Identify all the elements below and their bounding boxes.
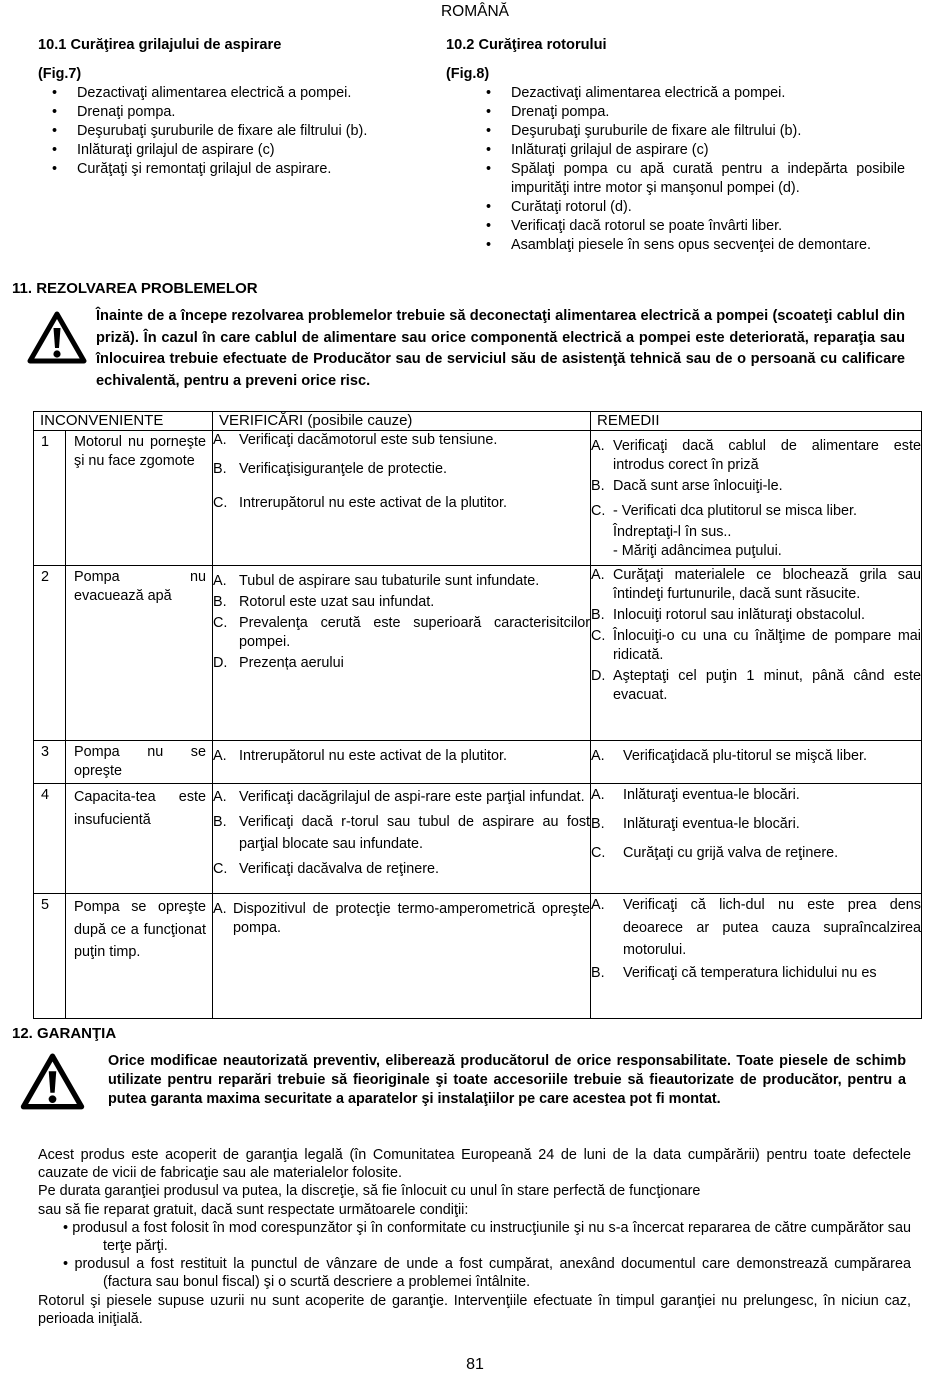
warranty-text [38,1146,911,1328]
remedy-letter: C. [591,503,606,520]
section-10-2-fig: (Fig.8) [446,66,490,82]
list-item: • Asamblaţi piesele în sens opus secvenţei de demontare. [472,236,905,255]
table-row [34,741,922,784]
remedy-letter [591,523,613,542]
checks-cell [213,566,591,741]
row-number: 2 [34,566,66,741]
checks-cell [213,784,591,894]
section-12-warning: Orice modificae neautorizată preventiv, eliberează producătorul de orice responsabilitate. Toate piesele de schimb utilizate pentru reparări trebuie să fieoriginale şi toate accesoriile trebuie să fieautorizate de producător, pentru a putea garanta maxima securitate a aparatelor şi instalaţiilor pe care acestea pot fi montat. [108,1053,906,1107]
remedy-text: Îndreptaţi-l în sus.. [613,524,732,541]
warranty-paragraph: sau să fie reparat gratuit, dacă sunt respectate următoarele condiţii: [38,1201,469,1218]
check-item [213,654,590,673]
check-text: Prezența aerului [239,655,344,672]
check-letter: B. [213,813,227,830]
check-text: Prevalenţa cerută este superioară caracterisitcilor pompei. [239,615,591,651]
problem-cell [66,894,213,1019]
remedy-letter: B. [591,964,605,981]
check-item [213,460,590,479]
section-10-1-title: 10.1 Curăţirea grilajului de aspirare [38,37,282,53]
check-letter: A. [213,748,227,764]
remedy-letter: B. [591,478,605,495]
row-number: 4 [34,784,66,894]
check-letter: D. [213,655,228,672]
remedy-text: Verificaţi dacă cablul de alimentare este introdus corect în priză [613,438,922,474]
remedy-letter: A. [591,438,605,454]
list-item: • Inlăturaţi grilajul de aspirare (c) [472,141,905,160]
list-item: • Drenaţi pompa. [38,103,418,122]
remedy-letter [591,542,613,561]
warranty-paragraph: Pe durata garanţiei produsul va putea, la discreţie, să fie înlocuit cu unul în stare perfectă de funcţionare [38,1183,701,1200]
check-letter: A. [213,901,227,918]
remedy-item [591,437,921,475]
warranty-paragraph: Rotorul şi piesele supuse uzurii nu sunt acoperite de garanţie. Intervenţiile efectuate în timpul garanţiei nu prelungesc, în niciun caz, perioada iniţială. [38,1292,911,1327]
check-text: Verificaţisiguranţele de protectie. [239,461,447,478]
list-item: • Inlăturaţi grilajul de aspirare (c) [38,141,418,160]
page-header: ROMÂNĂ [440,3,510,20]
remedy-item [591,747,921,766]
section-11-warning: Înainte de a începe rezolvarea problemelor trebuie să deconectaţi alimentarea electrică a pompei (scoateţi cablul din priză). În cazul în care cablul de alimentare sau orice componentă electrică a pompei este deteriorată, reparaţia sau înlocuirea trebuie efectuate de Producător sau de serviciul său de asistenţă tehnică sau de o persoană cu calificare echivalentă, pentru a preveni orice risc. [96,308,905,389]
check-item [213,593,590,612]
warranty-condition-2: • produsul a fost restituit la punctul de vânzare de unde a fost cumpărat, anexând documentul care demonstrează cumpărarea (factura sau bonul fiscal) şi o scurtă descriere a problemei întâlnite. [63,1256,911,1291]
check-letter: A. [213,432,227,448]
problem-cell [66,741,213,784]
list-item: • Verificaţi dacă rotorul se poate învârti liber. [472,217,905,236]
check-text: Intrerupătorul nu este activat de la plutitor. [239,748,507,764]
problem-cell [66,566,213,741]
remedy-item [591,523,921,542]
list-item: • Dezactivaţi alimentarea electrică a pompei. [38,84,418,103]
row-number: 1 [34,431,66,566]
check-text: Verificaţi dacă r-torul sau tubul de aspirare au fost parţial blocate sau infundate. [239,813,591,853]
section-10-1-list [38,84,418,179]
remedy-item [591,844,921,863]
troubleshooting-table [33,411,922,1019]
check-text: Intrerupătorul nu este activat de la plutitor. [239,495,507,512]
remedies-cell [591,741,922,784]
check-item [213,900,590,938]
list-item: • Dezactivaţi alimentarea electrică a pompei. [472,84,905,103]
check-text: Rotorul este uzat sau infundat. [239,594,435,611]
remedy-text: Dacă sunt arse înlocuiţi-le. [613,478,783,495]
problem-text: Pompa se opreşte după ce a funcţionat puţin timp. [74,899,207,961]
check-text: Dispozitivul de protecţie termo-amperometrică opreşte pompa. [233,901,591,937]
check-item [213,811,590,856]
remedies-cell [591,784,922,894]
check-letter: A. [213,789,227,806]
checks-cell [213,894,591,1019]
list-item: • Deşurubaţi şuruburile de fixare ale filtrului (b). [38,122,418,141]
remedies-cell [591,431,922,566]
remedy-item [591,667,921,705]
remedy-letter: A. [591,787,605,804]
list-item: • Curăţaţi şi remontaţi grilajul de aspirare. [38,160,418,179]
check-letter: C. [213,615,228,632]
remedy-item [591,566,921,604]
remedy-item [591,815,921,834]
remedy-text: - Verificati dca plutitorul se misca liber. [613,503,857,520]
check-letter: B. [213,594,227,611]
header-remedii: REMEDII [591,412,922,431]
warranty-paragraph: Acest produs este acoperit de garanţia legală (în Comunitatea Europeană 24 de luni de la data cumpărării) pentru toate defectele cauzate de vicii de fabricaţie sau ale materialelor folosite. [38,1147,911,1182]
row-number: 5 [34,894,66,1019]
section-10-2-title: 10.2 Curăţirea rotorului [446,37,607,53]
section-10-1-fig: (Fig.7) [38,66,82,82]
remedy-item [591,962,921,985]
remedy-letter: C. [591,628,606,645]
warning-icon [20,1053,85,1111]
list-item: • Deşurubaţi şuruburile de fixare ale filtrului (b). [472,122,905,141]
problem-text: Pompa nu evacuează apă [74,569,207,605]
warranty-condition-1: • produsul a fost folosit în mod corespunzător şi în conformitate cu instrucţiunile şi nu s-a încercat repararea de către cumpărător sau terţe părţi. [63,1219,911,1255]
table-row [34,784,922,894]
checks-cell [213,741,591,784]
list-item: • Drenaţi pompa. [472,103,905,122]
remedy-text: Înlocuiţi-o cu una cu înălţime de pompare mai ridicată. [613,628,922,664]
table-row [34,894,922,1019]
check-text: Verificaţi dacămotorul este sub tensiune. [239,432,498,448]
remedy-letter: A. [591,897,605,914]
remedy-text: Verificaţi că temperatura lichidului nu es [623,964,877,981]
check-text: Verificaţi dacăvalva de reţinere. [239,860,439,877]
remedy-text: Curăţaţi cu grijă valva de reţinere. [623,845,839,862]
check-text: Verificaţi dacăgrilajul de aspi-rare este parţial infundat. [239,789,585,806]
remedy-item [591,502,921,521]
problem-cell [66,431,213,566]
check-letter: C. [213,860,228,877]
check-item [213,614,590,652]
remedies-cell [591,566,922,741]
table-row [34,566,922,741]
remedy-item [591,894,921,962]
check-item [213,858,590,881]
remedy-letter: C. [591,845,606,862]
check-text: Tubul de aspirare sau tubaturile sunt infundate. [239,573,540,589]
remedy-text: Inlăturaţi eventua-le blocări. [623,787,800,804]
check-letter: C. [213,495,228,512]
remedy-text: Verificaţidacă plu-titorul se mişcă liber. [623,748,867,764]
check-item [213,494,590,513]
check-letter: A. [213,573,227,589]
problem-text: Pompa nu se opreşte [74,744,207,780]
check-item [213,431,590,450]
remedy-item [591,627,921,665]
section-12-title: 12. GARANŢIA [12,1025,117,1042]
check-letter: B. [213,461,227,478]
remedy-text: Inlăturaţi eventua-le blocări. [623,816,800,833]
remedy-letter: A. [591,567,605,583]
header-inconveniente: INCONVENIENTE [34,412,213,431]
row-number: 3 [34,741,66,784]
page-number: 81 [466,1356,484,1373]
problem-text: Capacita-tea este insufucientă [74,789,207,828]
remedy-item [591,542,921,561]
section-10-2-list [472,84,905,255]
remedy-text: Curăţaţi materialele ce blochează grila sau întindeţi furtunurile, dacă sunt răsucite. [613,567,922,603]
remedy-text: Aşteptaţi cel puţin 1 minut, până când este evacuat. [613,668,922,704]
remedy-text: - Măriţi adâncimea puţului. [613,543,782,560]
check-item [213,786,590,809]
check-item [213,572,590,591]
section-11-title: 11. REZOLVAREA PROBLEMELOR [12,280,258,297]
list-item: • Curătaţi rotorul (d). [472,198,905,217]
list-item: • Spălaţi pompa cu apă curată pentru a indepărta posibile impurităţi intre motor şi manşonul pompei (d). [472,160,905,198]
remedy-item [591,477,921,496]
remedy-letter: A. [591,748,605,764]
remedy-text: Inlocuiţi rotorul sau inlăturaţi obstacolul. [613,607,865,624]
remedy-item [591,786,921,805]
problem-cell [66,784,213,894]
check-item [213,747,590,766]
remedy-letter: D. [591,668,606,685]
checks-cell [213,431,591,566]
table-row [34,431,922,566]
remedy-letter: B. [591,816,605,833]
remedy-letter: B. [591,607,605,624]
remedy-item [591,606,921,625]
warning-icon [27,311,87,365]
header-verificari: VERIFICĂRI (posibile cauze) [213,412,591,431]
problem-text: Motorul nu porneşte şi nu face zgomote [74,434,207,470]
remedy-text: Verificaţi că lich-dul nu este prea dens deoarece ar putea cauza supraîncalzirea motorului. [623,897,922,959]
remedies-cell [591,894,922,1019]
